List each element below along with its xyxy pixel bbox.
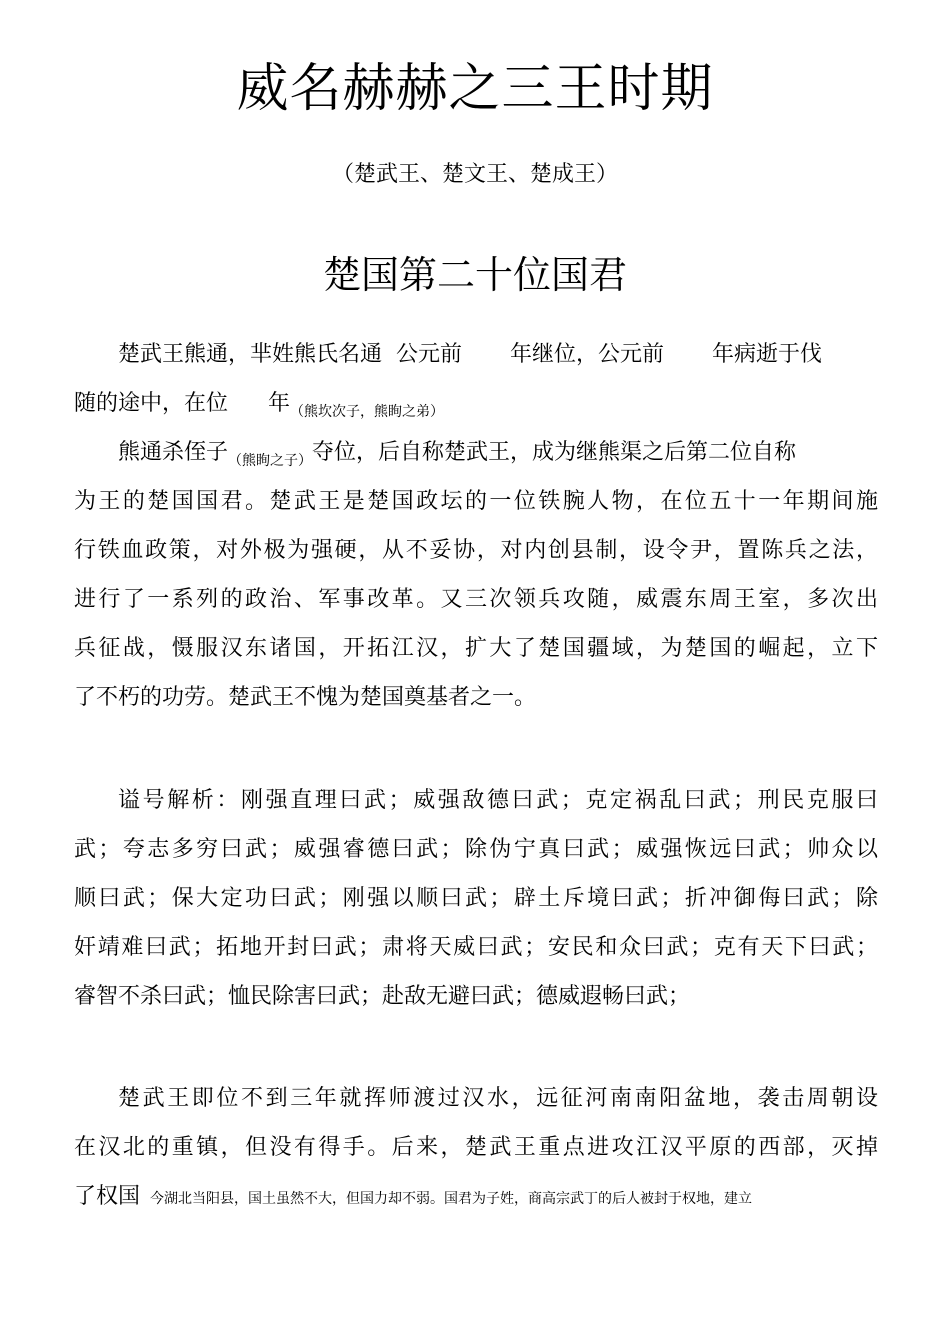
paragraph-line: 谥号解析：刚强直理曰武；威强敌德曰武；克定祸乱曰武；刑民克服曰 xyxy=(118,788,878,813)
paragraph-line xyxy=(74,428,878,477)
text-segment: 随的途中，在位 xyxy=(74,391,229,416)
paragraph-line xyxy=(74,1172,878,1221)
text-segment: 楚武王熊通，芈姓熊氏名通 xyxy=(118,342,383,367)
section-heading: 楚国第二十位国君 xyxy=(322,253,627,297)
text-segment: 熊通杀侄子 xyxy=(118,440,229,465)
page-subtitle: （楚武王、楚文王、楚成王） xyxy=(331,162,618,187)
paragraph-campaigns xyxy=(74,1074,878,1221)
inline-note: （熊眴之子） xyxy=(228,453,313,469)
paragraph-line: 兵征战，慑服汉东诸国，开拓江汉，扩大了楚国疆域，为楚国的崛起，立下 xyxy=(74,636,878,661)
paragraph-line: 楚武王即位不到三年就挥师渡过汉水，远征河南南阳盆地，袭击周朝设 xyxy=(118,1086,878,1111)
paragraph-line: 武；夸志多穷曰武；威强睿德曰武；除伪宁真曰武；威强恢远曰武；帅众以 xyxy=(74,837,878,862)
text-segment: 公元前 xyxy=(396,342,463,367)
paragraph-line: 顺曰武；保大定功曰武；刚强以顺曰武；辟土斥境曰武；折冲御侮曰武；除 xyxy=(74,886,878,911)
text-segment: 了权国 xyxy=(74,1184,141,1209)
paragraph-biography xyxy=(74,428,878,722)
text-segment: 年继位，公元前 xyxy=(510,342,665,367)
inline-note: 今湖北当阳县，国土虽然不大，但国力却不弱。国君为子姓，商高宗武丁的后人被封于权地，建立 xyxy=(150,1191,753,1207)
inline-note: （熊坎次子，熊眴之弟） xyxy=(290,404,445,420)
paragraph-line: 行铁血政策，对外极为强硬，从不妥协，对内创县制，设令尹，置陈兵之法， xyxy=(74,538,878,563)
paragraph-posthumous-name xyxy=(74,776,878,1021)
text-segment: 夺位，后自称楚武王，成为继熊渠之后第二位自称 xyxy=(312,440,797,465)
paragraph-line: 奸靖难曰武；拓地开封曰武；肃将天威曰武；安民和众曰武；克有天下曰武； xyxy=(74,935,878,960)
paragraph-line: 睿智不杀曰武；恤民除害曰武；赴敌无避曰武；德威遐畅曰武； xyxy=(74,984,691,1009)
text-segment: 年 xyxy=(268,391,291,416)
paragraph-line xyxy=(74,379,878,428)
paragraph-line: 为王的楚国国君。楚武王是楚国政坛的一位铁腕人物，在位五十一年期间施 xyxy=(74,489,878,514)
paragraph-line: 在汉北的重镇，但没有得手。后来，楚武王重点进攻江汉平原的西部，灭掉 xyxy=(74,1135,878,1160)
paragraph-line: 进行了一系列的政治、军事改革。又三次领兵攻随，威震东周王室，多次出 xyxy=(74,587,878,612)
text-segment: 年病逝于伐 xyxy=(712,342,823,367)
paragraph-line: 了不朽的功劳。楚武王不愧为楚国奠基者之一。 xyxy=(74,685,537,710)
page-title: 威名赫赫之三王时期 xyxy=(236,59,714,119)
paragraph-line xyxy=(74,330,878,379)
paragraph-intro xyxy=(74,330,878,428)
